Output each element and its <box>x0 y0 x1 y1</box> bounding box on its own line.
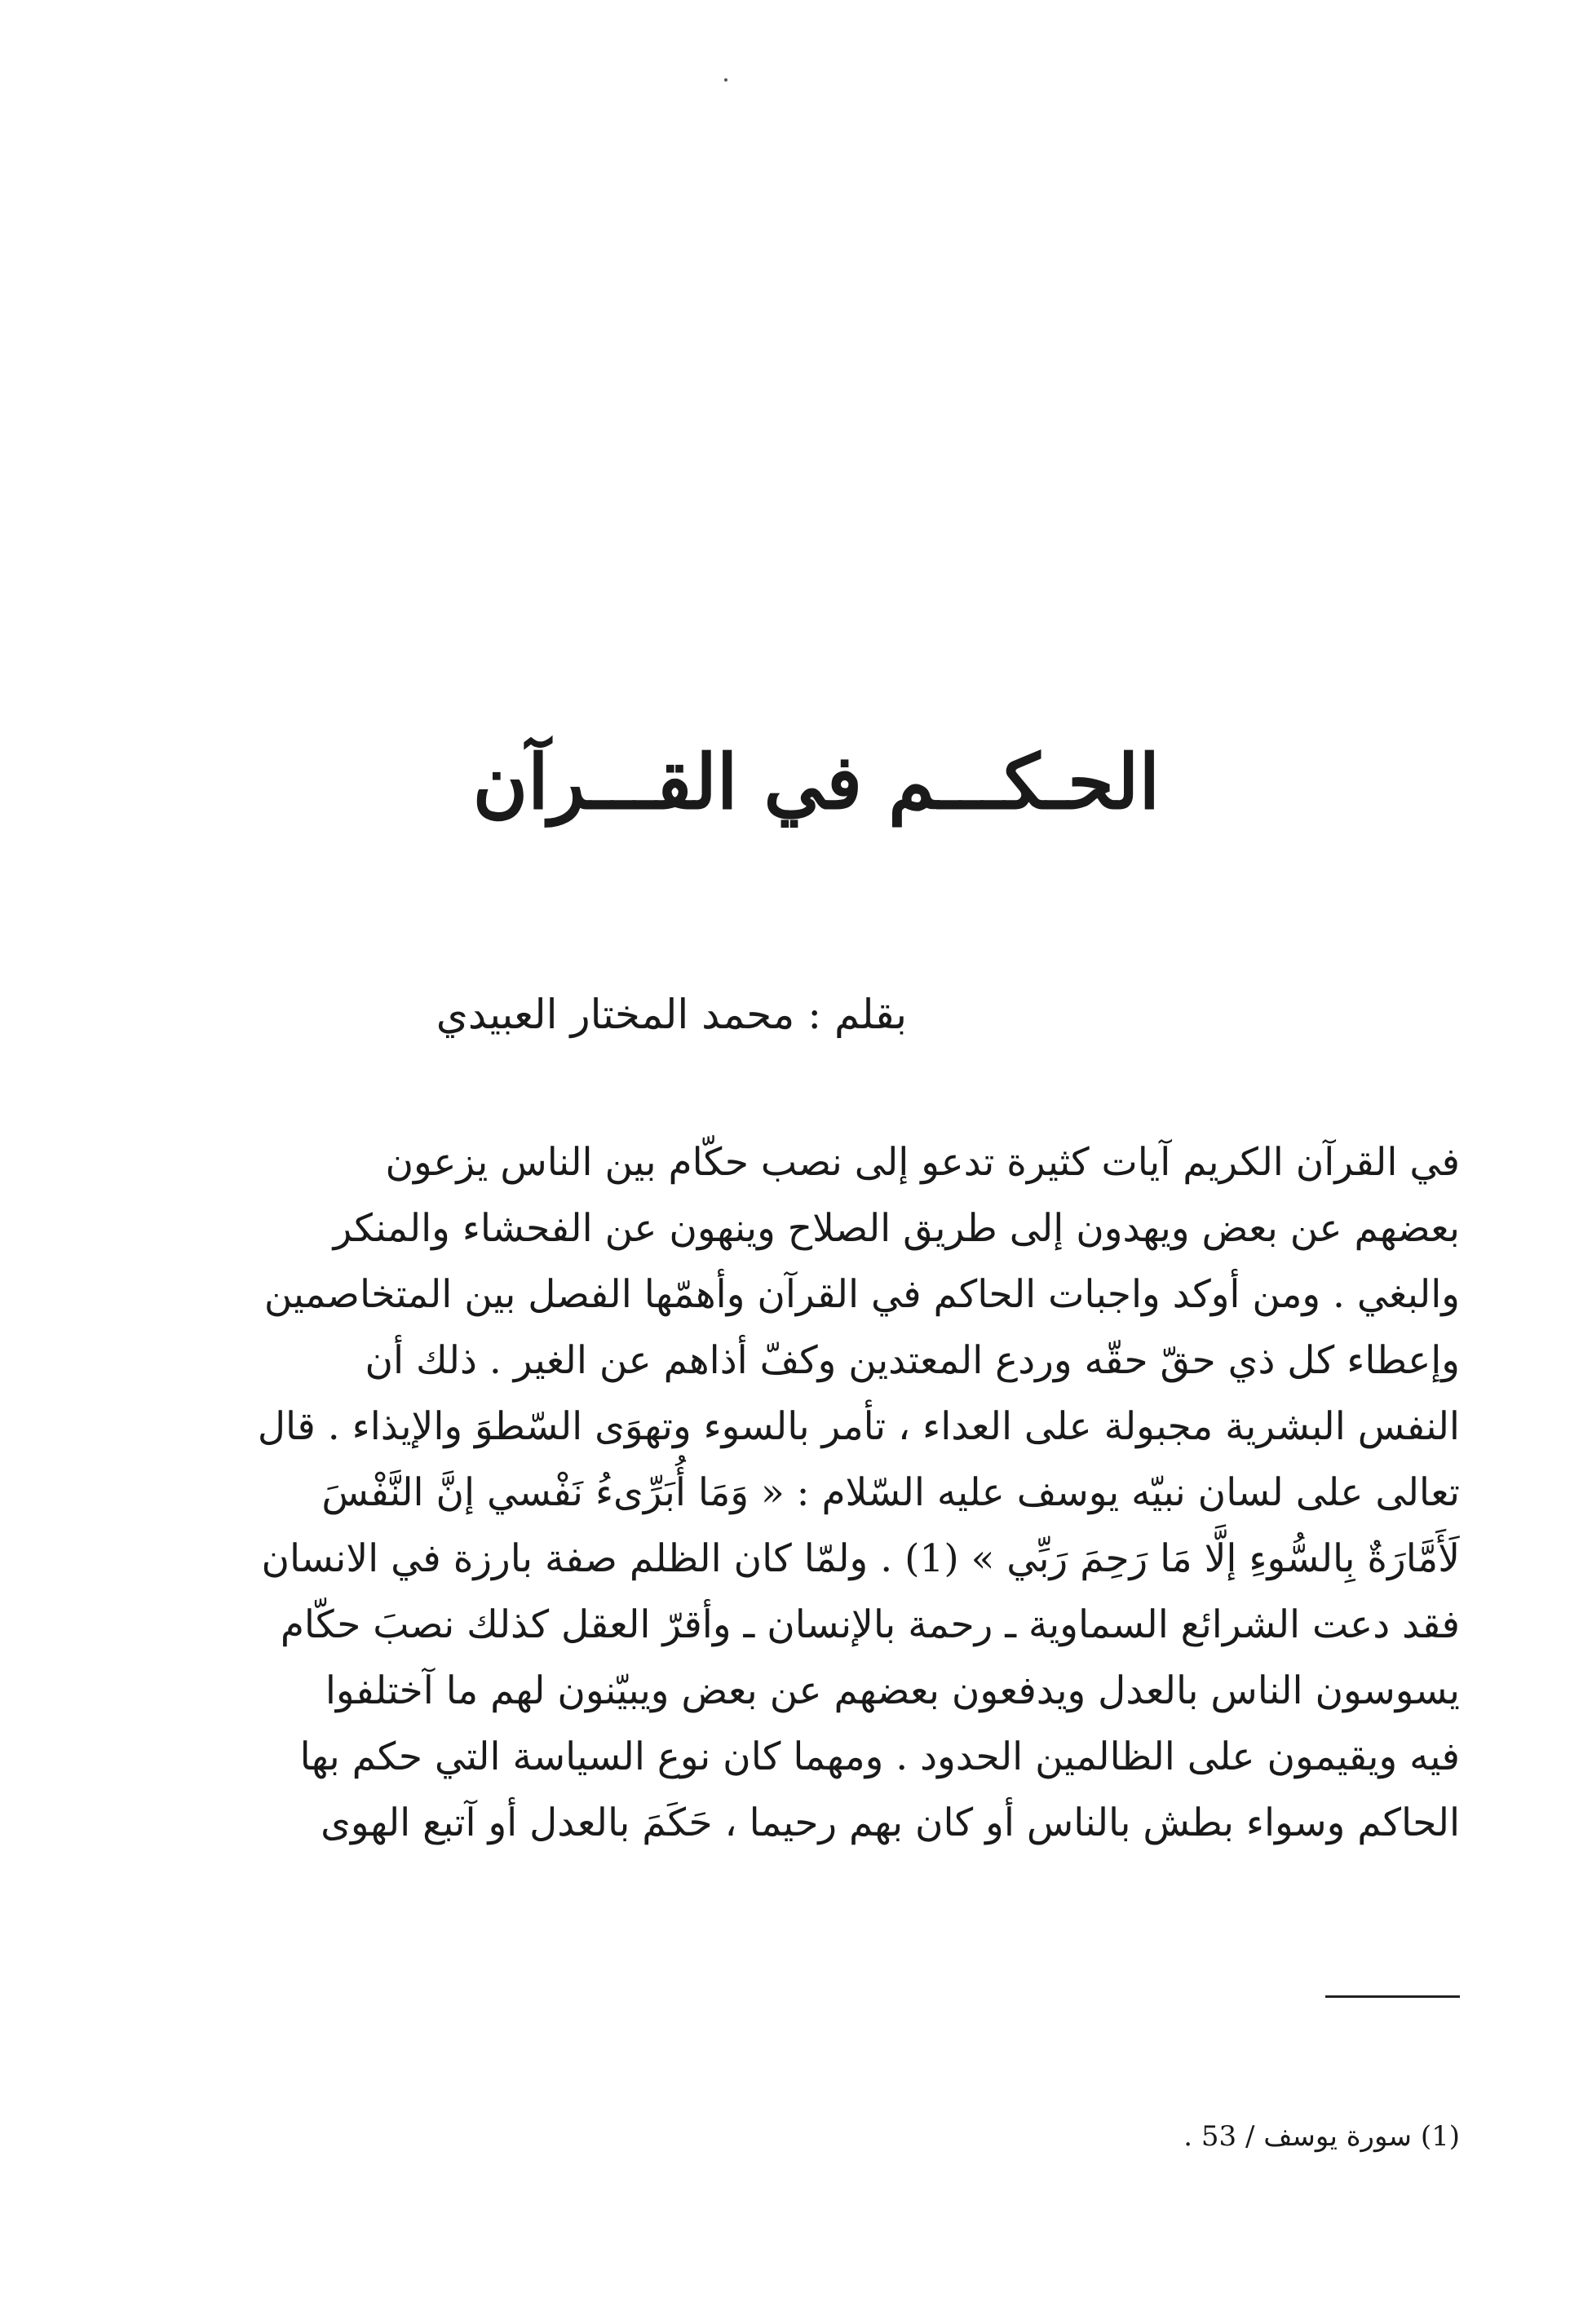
scan-speck <box>724 78 727 82</box>
author-byline: بقلم : محمد المختار العبيدي <box>436 991 907 1038</box>
article-body <box>257 1129 1460 1856</box>
article-title: الحـكـــم في القـــرآن <box>472 738 1160 826</box>
body-line: في القرآن الكريم آيات كثيرة تدعو إلى نصب حكّام بين الناس يزعون <box>385 1140 1460 1185</box>
body-line: تعالى على لسان نبيّه يوسف عليه السّلام : « وَمَا أُبَرِّىءُ نَفْسي إنَّ النَّفْسَ <box>321 1470 1460 1515</box>
footnote-divider <box>1325 1995 1460 1998</box>
body-line: والبغي . ومن أوكد واجبات الحاكم في القرآن وأهمّها الفصل بين المتخاصمين <box>263 1272 1460 1317</box>
footnote: (1) سورة يوسف / 53 . <box>1183 2120 1460 2153</box>
body-line: فيه ويقيمون على الظالمين الحدود . ومهما كان نوع السياسة التي حكم بها <box>299 1734 1460 1779</box>
body-line: الحاكم وسواء بطش بالناس أو كان بهم رحيما ، حَكَمَ بالعدل أو آتبع الهوى <box>321 1800 1460 1845</box>
body-line: وإعطاء كل ذي حقّ حقّه وردع المعتدين وكفّ أذاهم عن الغير . ذلك أن <box>365 1338 1460 1383</box>
body-line: لَأَمَّارَةٌ بِالسُّوءِ إلَّا مَا رَحِمَ رَبِّي » (1) . ولمّا كان الظلم صفة بارزة في الانسان <box>261 1536 1460 1581</box>
body-line: يسوسون الناس بالعدل ويدفعون بعضهم عن بعض ويبيّنون لهم ما آختلفوا <box>325 1668 1460 1713</box>
body-line: النفس البشرية مجبولة على العداء ، تأمر بالسوء وتهوَى السّطوَ والإيذاء . قال <box>257 1404 1460 1449</box>
body-line: فقد دعت الشرائع السماوية ـ رحمة بالإنسان ـ وأقرّ العقل كذلك نصبَ حكّام <box>280 1602 1460 1647</box>
body-line: بعضهم عن بعض ويهدون إلى طريق الصلاح وينهون عن الفحشاء والمنكر <box>333 1206 1460 1251</box>
